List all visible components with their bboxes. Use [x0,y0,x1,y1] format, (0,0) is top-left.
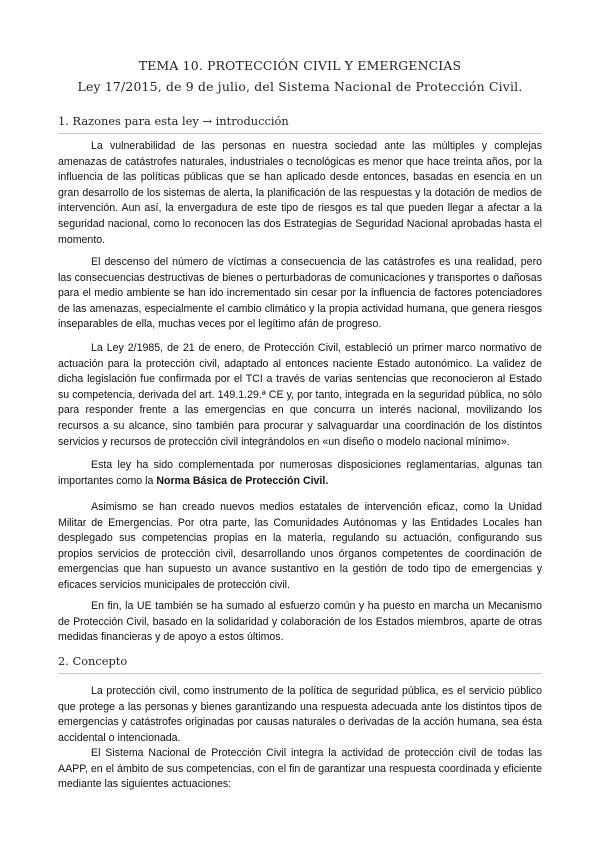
paragraph: La Ley 2/1985, de 21 de enero, de Protección Civil, estableció un primer marco normativo de actuación para la protección civil, adaptado al entonces naciente Estado autonómico. La validez de dicha legislación fue confirmada por el TCI a través de varias sentencias que reconocieron al Estado su competencia, derivada del art. 149.1.29.ª CE y, por tanto, integrada en la seguridad pública, no sólo para responder frente a las emergencias en que concurra un interés nacional, movilizando los recursos a su alcance, sino también para procurar y salvaguardar una coordinación de los distintos servicios y recursos de protección civil integrándolos en «un diseño o modelo nacional mínimo». [58,342,542,448]
paragraph: La protección civil, como instrumento de la política de seguridad pública, es el servicio público que protege a las personas y bienes garantizando una respuesta adecuada ante los distintos tipos de emergencias y catástrofes originadas por causas naturales o derivadas de la acción humana, sea ésta accidental o intencionada. [58,685,542,744]
paragraph: El Sistema Nacional de Protección Civil integra la actividad de protección civil de todas las AAPP, en el ámbito de sus competencias, con el fin de garantizar una respuesta coordinada y eficiente mediante las siguientes actuaciones: [58,747,542,791]
section-divider [58,673,542,674]
paragraph: La vulnerabilidad de las personas en nuestra sociedad ante las múltiples y complejas amenazas de catástrofes naturales, industriales o tecnológicas es menor que hace treinta años, por la influencia de las políticas públicas que se han aplicado desde entonces, basadas en esencia en un gran desarrollo de los sistemas de alerta, la planificación de las respuestas y la dotación de medios de intervención. Aun así, la envergadura de este tipo de riesgos es tal que pueden llegar a afectar a la seguridad nacional, como lo reconocen las dos Estrategias de Seguridad Nacional aprobadas hasta el momento. [58,140,542,246]
norma-basica-emphasis: Norma Básica de Protección Civil. [156,474,329,487]
paragraph: Asimismo se han creado nuevos medios estatales de intervención eficaz, como la Unidad Militar de Emergencias. Por otra parte, las Comunidades Autónomas y las Entidades Locales han desplegado sus competencias propias en la materia, regulando su actuación, configurando sus propios servicios de protección civil, desarrollando unos órganos competentes de coordinación de emergencias que han supuesto un avance sustantivo en la gestión de todo tipo de emergencias y eficaces servicios municipales de protección civil. [58,501,542,591]
document-title: TEMA 10. PROTECCIÓN CIVIL Y EMERGENCIAS [138,58,462,73]
paragraph: El descenso del número de víctimas a consecuencia de las catástrofes es una realidad, pero las consecuencias destructivas de bienes o perturbadoras de comunicaciones y transportes o dañosas para el medio ambiente se han ido incrementado sin cesar por la influencia de factores potenciadores de las amenazas, especialmente el cambio climático y la propia actividad humana, que genera riesgos inseparables de ella, muchas veces por el legítimo afán de progreso. [58,256,542,331]
section-divider [58,133,542,134]
paragraph [58,458,542,489]
paragraph-text: Esta ley ha sido complementada por numerosas disposiciones reglamentarias, algunas tan importantes como la [58,459,542,487]
section-heading-razones: 1. Razones para esta ley → introducción [58,114,289,128]
document-subtitle: Ley 17/2015, de 9 de julio, del Sistema Nacional de Protección Civil. [77,79,523,94]
section-heading-concepto: 2. Concepto [58,654,128,668]
paragraph: En fin, la UE también se ha sumado al esfuerzo común y ha puesto en marcha un Mecanismo de Protección Civil, basado en la solidaridad y colaboración de los Estados miembros, aparte de otras medidas financieras y de apoyo a estos últimos. [58,600,542,644]
